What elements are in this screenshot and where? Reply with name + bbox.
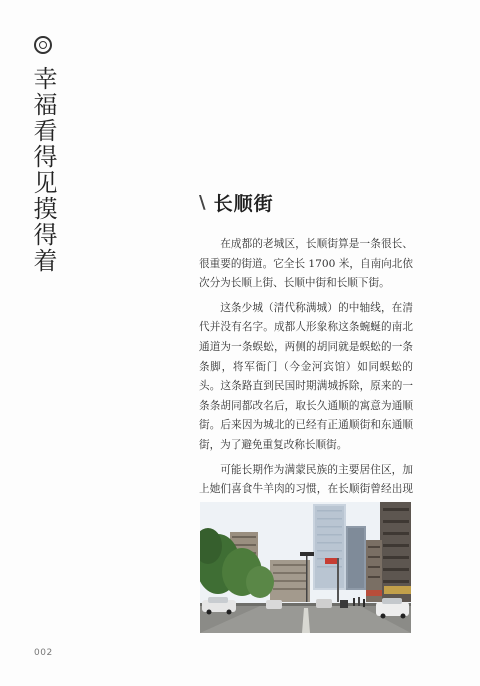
chapter-title-column <box>28 36 58 274</box>
paragraph: 这条少城（清代称满城）的中轴线，在清代并没有名字。成都人形象称这条蜿蜒的南北通道为一条蜈蚣，两侧的胡同就是蜈蚣的一条条脚，将军衙门（今金河宾馆）如同蜈蚣的头。这条路直到民国时期满城拆除，原来的一条条胡同都改名后，取长久通顺的寓意为通顺街。后来因为城北的已经有正通顺街和东通顺街，为了避免重复改称长顺街。 <box>199 301 413 451</box>
paragraph: 在成都的老城区，长顺街算是一条很长、很重要的街道。它全长 1700 米，自南向北依次分为长顺上街、长顺中街和长顺下街。 <box>199 238 413 290</box>
section-heading <box>199 189 274 216</box>
backslash-icon: \ <box>199 192 206 213</box>
paragraph: 可能长期作为满蒙民族的主要居住区，加上她们喜食牛羊肉的习惯，在长顺街曾经出现 <box>199 463 413 496</box>
chapter-title: 幸福看得见摸得着 <box>29 66 57 274</box>
page-number: 002 <box>34 648 53 658</box>
section-title: 长顺街 <box>213 193 274 215</box>
street-photo <box>200 502 411 633</box>
double-circle-icon <box>34 36 52 54</box>
article-body <box>199 235 413 524</box>
